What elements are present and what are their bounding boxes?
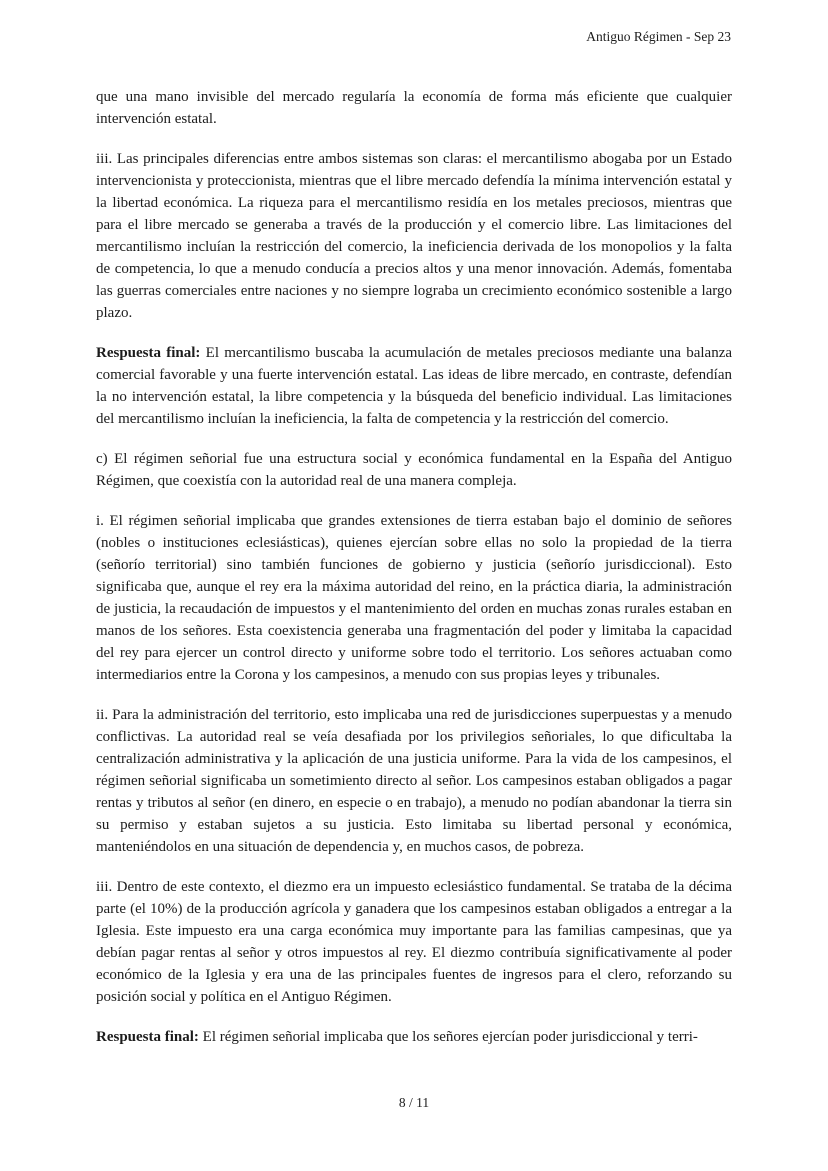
respuesta-final-label: Respuesta final: (96, 345, 201, 361)
paragraph-intro-continuation: que una mano invisible del mercado regularía la economía de forma más eficiente que cualquier intervención estatal. (96, 89, 732, 127)
paragraph-i-regimen-senorial: i. El régimen señorial implicaba que grandes extensiones de tierra estaban bajo el dominio de señores (nobles o instituciones eclesiásticas), quienes ejercían sobre ellas no solo la propiedad de la tierra (señorío territorial) sino también funciones de gobierno y justicia (señorío jurisdiccional). Esto significaba que, aunque el rey era la máxima autoridad del reino, en la práctica diaria, la administración de justicia, la recaudación de impuestos y el mantenimiento del orden en muchas zonas rurales estaban en manos de los señores. Esta coexistencia generaba una fragmentación del poder y limitaba la capacidad del rey para ejercer un control directo y uniforme sobre todo el territorio. Los señores actuaban como intermediarios entre la Corona y los campesinos, a menudo con sus propias leyes y tribunales. (96, 513, 732, 683)
respuesta-final-text: El régimen señorial implicaba que los señores ejercían poder jurisdiccional y terri- (202, 1029, 698, 1045)
paragraph-iii-diezmo: iii. Dentro de este contexto, el diezmo era un impuesto eclesiástico fundamental. Se trataba de la décima parte (el 10%) de la producción agrícola y ganadera que los campesinos estaban obligados a entregar a la Iglesia. Este impuesto era una carga económica muy importante para las familias campesinas, que ya debían pagar rentas al señor y otros impuestos al rey. El diezmo contribuía significativamente al poder económico de la Iglesia y era una de las principales fuentes de ingresos para el clero, reforzando su posición social y política en el Antiguo Régimen. (96, 879, 732, 1005)
page-header-title: Antiguo Régimen - Sep 23 (586, 29, 731, 44)
paragraph-respuesta-final-regimen (96, 1026, 732, 1048)
page-number: 8 / 11 (398, 1095, 430, 1110)
document-body (96, 86, 732, 1066)
respuesta-final-text: El mercantilismo buscaba la acumulación de metales preciosos mediante una balanza comercial favorable y una fuerte intervención estatal. Las ideas de libre mercado, en contraste, defendían la no intervención estatal, la libre competencia y la búsqueda del beneficio individual. Las limitaciones del mercantilismo incluían la ineficiencia, la falta de competencia y la restricción del comercio. (96, 345, 733, 427)
paragraph-iii-diferencias-mercantilismo: iii. Las principales diferencias entre ambos sistemas son claras: el mercantilismo abogaba por un Estado intervencionista y proteccionista, mientras que el libre mercado defendía la mínima intervención estatal y la libertad económica. La riqueza para el mercantilismo residía en los metales preciosos, mientras que para el libre mercado se generaba a través de la producción y el comercio libre. Las limitaciones del mercantilismo incluían la restricción del comercio, la ineficiencia derivada de los monopolios y la falta de competencia, lo que a menudo conducía a precios altos y una menor innovación. Además, fomentaba las guerras comerciales entre naciones y no siempre lograba un crecimiento económico sostenible a largo plazo. (96, 151, 732, 321)
paragraph-respuesta-final-mercantilismo (96, 342, 732, 430)
paragraph-ii-administracion-territorio: ii. Para la administración del territorio, esto implicaba una red de jurisdicciones superpuestas y a menudo conflictivas. La autoridad real se veía desafiada por los privilegios señoriales, lo que dificultaba la centralización administrativa y la aplicación de una justicia uniforme. Para la vida de los campesinos, el régimen señorial significaba un sometimiento directo al señor. Los campesinos estaban obligados a pagar rentas y tributos al señor (en dinero, en especie o en trabajo), a menudo no podían abandonar la tierra sin su permiso y estaban sujetos a su justicia. Esto limitaba su libertad personal y económica, manteniéndolos en una situación de dependencia y, en muchos casos, de pobreza. (96, 707, 732, 855)
paragraph-c-regimen-senorial: c) El régimen señorial fue una estructura social y económica fundamental en la España del Antiguo Régimen, que coexistía con la autoridad real de una manera compleja. (96, 451, 732, 489)
respuesta-final-label: Respuesta final: (96, 1029, 199, 1045)
